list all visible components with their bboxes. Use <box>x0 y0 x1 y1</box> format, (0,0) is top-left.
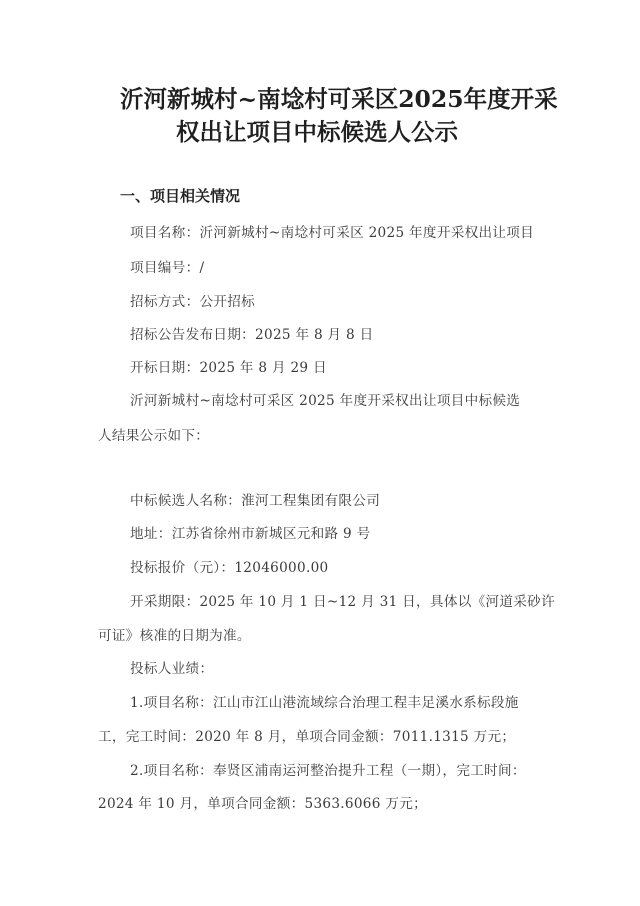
announcement-date-label: 招标公告发布日期： <box>130 327 256 343</box>
project-name-label: 项目名称： <box>130 225 200 241</box>
project-number-label: 项目编号： <box>130 260 200 276</box>
mining-period-line-2: 可证》核准的日期为准。 <box>98 628 251 644</box>
address-row <box>130 522 371 542</box>
bid-price-value: 12046000.00 <box>234 560 329 576</box>
opening-date-value: 2025 年 8 月 29 日 <box>199 360 327 376</box>
announcement-date-value: 2025 年 8 月 8 日 <box>255 327 374 343</box>
candidate-name-label: 中标候选人名称： <box>130 493 242 509</box>
performance-2-line-1: 2.项目名称：奉贤区浦南运河整治提升工程（一期），完工时间： <box>130 763 526 779</box>
bidding-method-value: 公开招标 <box>199 294 256 310</box>
project-name-value: 沂河新城村~南埝村可采区 2025 年度开采权出让项目 <box>199 225 535 241</box>
result-intro-line-2: 人结果公示如下： <box>98 428 210 444</box>
project-number-row <box>130 256 204 276</box>
bid-price-row <box>130 556 328 576</box>
result-intro-line-1: 沂河新城村~南埝村可采区 2025 年度开采权出让项目中标候选 <box>130 393 521 409</box>
announcement-date-row <box>130 323 374 343</box>
address-label: 地址： <box>130 526 172 542</box>
performance-heading: 投标人业绩： <box>130 661 214 677</box>
document-title-line-2: 权出让项目中标候选人公示 <box>176 118 458 146</box>
section-heading-project-info: 一、项目相关情况 <box>120 187 241 205</box>
project-number-value: / <box>199 260 205 276</box>
address-value: 江苏省徐州市新城区元和路 9 号 <box>171 526 371 542</box>
candidate-name-value: 淮河工程集团有限公司 <box>241 493 381 509</box>
performance-1-line-2: 工，完工时间：2020 年 8 月，单项合同金额：7011.1315 万元； <box>98 729 516 745</box>
candidate-name-row <box>130 489 380 509</box>
bidding-method-label: 招标方式： <box>130 294 200 310</box>
opening-date-row <box>130 356 327 376</box>
bidding-method-row <box>130 290 255 310</box>
project-name-row <box>130 221 534 241</box>
performance-1-line-1: 1.项目名称：江山市江山港流域综合治理工程丰足溪水系标段施 <box>130 695 519 711</box>
opening-date-label: 开标日期： <box>130 360 200 376</box>
performance-2-line-2: 2024 年 10 月，单项合同金额：5363.6066 万元； <box>98 796 428 812</box>
document-title-line-1: 沂河新城村~南埝村可采区2025年度开采 <box>120 85 558 113</box>
mining-period-line-1: 开采期限：2025 年 10 月 1 日~12 月 31 日，具体以《河道采砂许 <box>130 594 555 610</box>
bid-price-label: 投标报价（元）： <box>130 560 235 576</box>
